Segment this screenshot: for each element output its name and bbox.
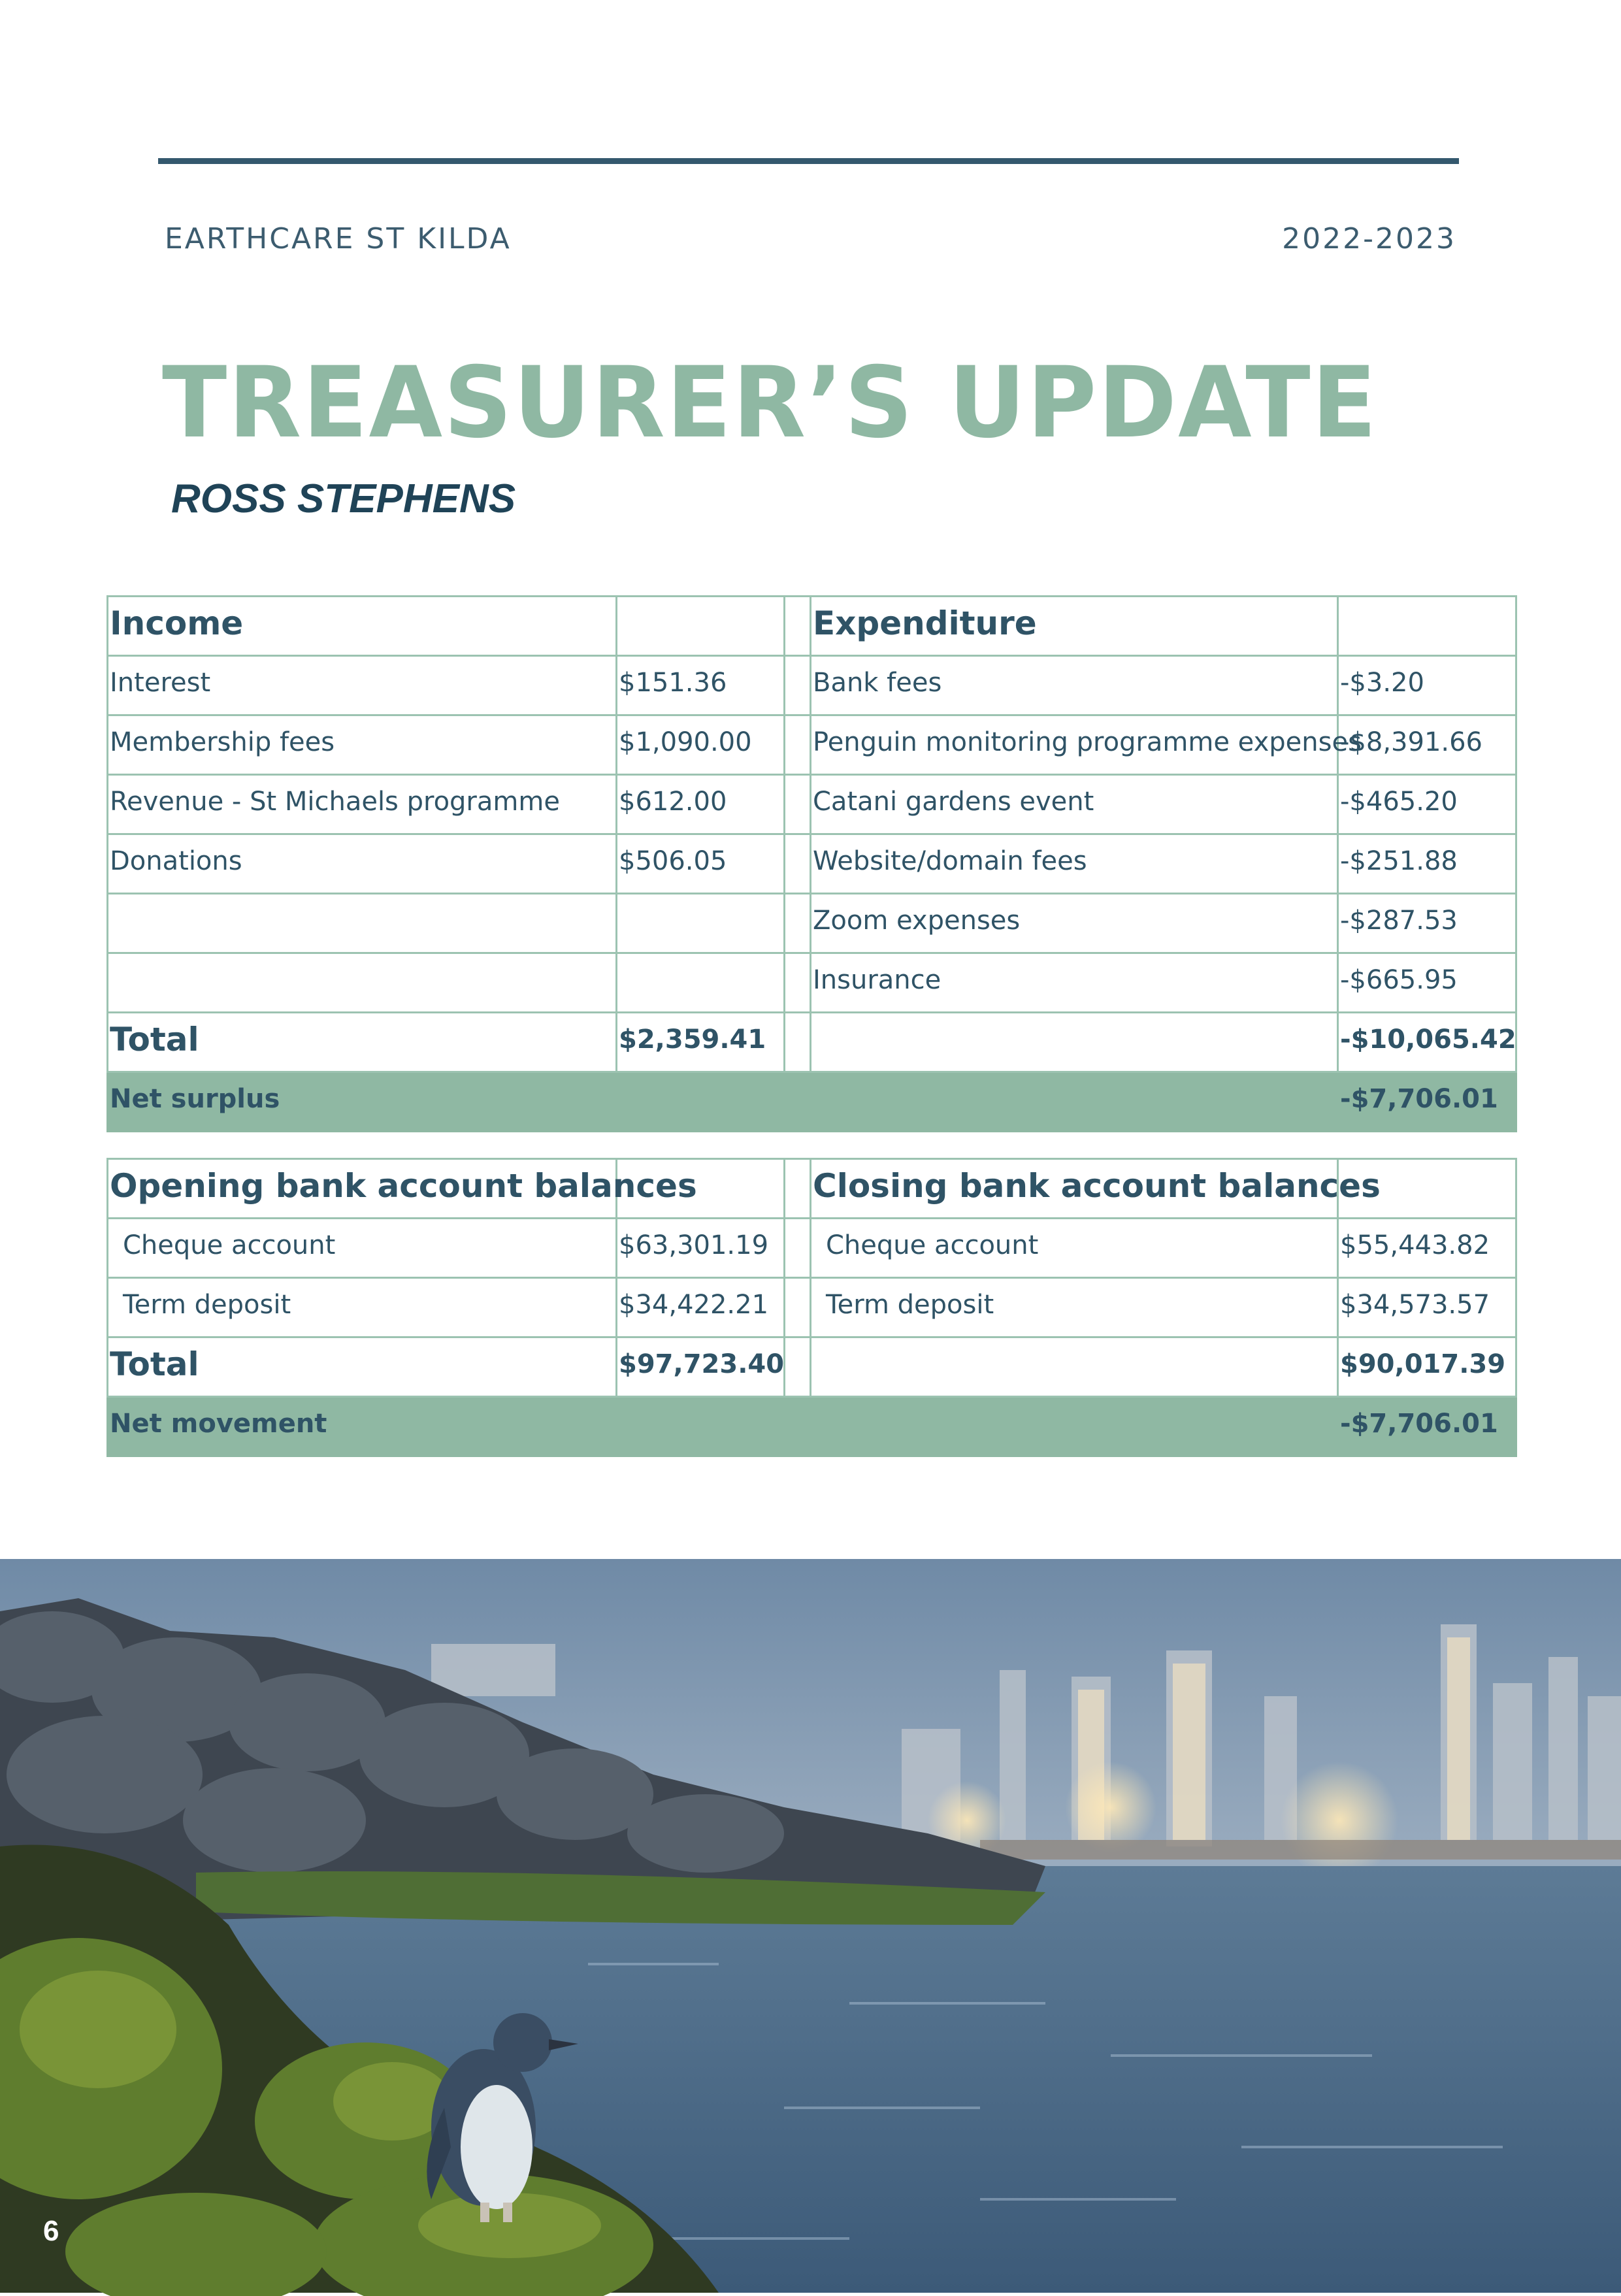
- opening-account-value: $63,301.19: [617, 1219, 785, 1278]
- income-label: Donations: [108, 834, 617, 894]
- total-label: Total: [108, 1337, 617, 1397]
- income-value: $151.36: [617, 656, 785, 715]
- total-row: [108, 1337, 1516, 1397]
- bank-balances-table: [106, 1158, 1517, 1457]
- header-rule: [158, 158, 1459, 164]
- income-value: $506.05: [617, 834, 785, 894]
- table-row: [108, 1278, 1516, 1337]
- report-year: 2022-2023: [1282, 222, 1456, 255]
- income-label: Membership fees: [108, 715, 617, 775]
- income-label: [108, 953, 617, 1013]
- income-expenditure-table: [106, 595, 1517, 1132]
- table-row: [108, 775, 1516, 834]
- net-surplus-value: -$7,706.01: [1338, 1072, 1516, 1132]
- expenditure-total: -$10,065.42: [1338, 1013, 1516, 1072]
- income-label: [108, 894, 617, 953]
- net-movement-label: Net movement: [108, 1397, 1338, 1456]
- expenditure-heading: Expenditure: [811, 597, 1338, 656]
- penguin-photo: [0, 1559, 1621, 2293]
- closing-account-label: Term deposit: [811, 1278, 1338, 1337]
- author-name: ROSS STEPHENS: [171, 476, 516, 521]
- total-label: Total: [108, 1013, 617, 1072]
- net-movement-value: -$7,706.01: [1338, 1397, 1516, 1456]
- expenditure-label: Bank fees: [811, 656, 1338, 715]
- expenditure-label: Insurance: [811, 953, 1338, 1013]
- table-row: [108, 894, 1516, 953]
- closing-total: $90,017.39: [1338, 1337, 1516, 1397]
- closing-account-value: $34,573.57: [1338, 1278, 1516, 1337]
- expenditure-value: -$3.20: [1338, 656, 1516, 715]
- table-row: [108, 1219, 1516, 1278]
- net-surplus-label: Net surplus: [108, 1072, 1338, 1132]
- income-label: Revenue - St Michaels programme: [108, 775, 617, 834]
- income-total: $2,359.41: [617, 1013, 785, 1072]
- expenditure-value: -$287.53: [1338, 894, 1516, 953]
- table-row: [108, 834, 1516, 894]
- net-surplus-row: [108, 1072, 1516, 1132]
- opening-account-label: Cheque account: [108, 1219, 617, 1278]
- income-label: Interest: [108, 656, 617, 715]
- expenditure-label: Catani gardens event: [811, 775, 1338, 834]
- expenditure-value: -$465.20: [1338, 775, 1516, 834]
- table-header-row: [108, 1159, 1516, 1219]
- income-value: [617, 953, 785, 1013]
- total-row: [108, 1013, 1516, 1072]
- income-heading: Income: [108, 597, 617, 656]
- opening-account-label: Term deposit: [108, 1278, 617, 1337]
- table-row: [108, 715, 1516, 775]
- expenditure-label: Penguin monitoring programme expenses: [811, 715, 1338, 775]
- closing-heading: Closing bank account balances: [811, 1159, 1338, 1219]
- org-name: EARTHCARE ST KILDA: [165, 222, 512, 255]
- closing-account-label: Cheque account: [811, 1219, 1338, 1278]
- expenditure-label: Zoom expenses: [811, 894, 1338, 953]
- opening-total: $97,723.40: [617, 1337, 785, 1397]
- expenditure-label: Website/domain fees: [811, 834, 1338, 894]
- page-title: TREASURER’S UPDATE: [162, 346, 1378, 460]
- income-value: $1,090.00: [617, 715, 785, 775]
- table-header-row: [108, 597, 1516, 656]
- expenditure-value: -$665.95: [1338, 953, 1516, 1013]
- table-row: [108, 656, 1516, 715]
- table-row: [108, 953, 1516, 1013]
- expenditure-value: -$8,391.66: [1338, 715, 1516, 775]
- opening-heading: Opening bank account balances: [108, 1159, 617, 1219]
- opening-account-value: $34,422.21: [617, 1278, 785, 1337]
- net-movement-row: [108, 1397, 1516, 1456]
- closing-account-value: $55,443.82: [1338, 1219, 1516, 1278]
- income-value: [617, 894, 785, 953]
- page-number: 6: [43, 2215, 59, 2247]
- income-value: $612.00: [617, 775, 785, 834]
- expenditure-value: -$251.88: [1338, 834, 1516, 894]
